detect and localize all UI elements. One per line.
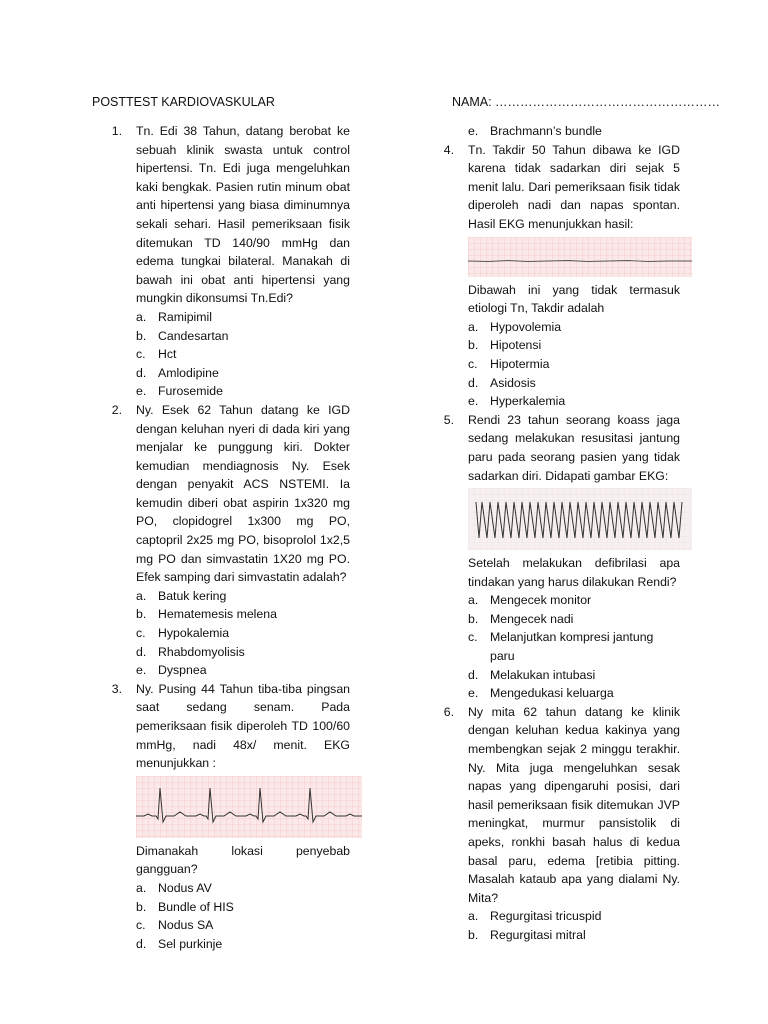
question-5 — [424, 411, 680, 703]
option-a[interactable]: a. Regurgitasi tricuspid — [468, 909, 602, 924]
question-number: 5. — [443, 412, 454, 427]
option-e[interactable]: e. Hyperkalemia — [468, 394, 566, 409]
ekg-strip-bradycardia — [136, 776, 362, 838]
option-a[interactable]: a. Mengecek monitor — [468, 593, 592, 608]
option-d[interactable]: d. Rhabdomyolisis — [136, 644, 245, 659]
question-text: Tn. Edi 38 Tahun, datang berobat ke sebuah klinik swasta untuk control hipertensi. Tn. Edi juga mengeluhkan kaki bengkak. Pasien rutin minum obat anti hipertensi yang biasa diminumnya sekali sehari. Hasil pemeriksaan fisik ditemukan TD 140/90 mmHg dan edema tungkai bilateral. Manakah di bawah ini obat anti hipertensi yang mungkin dikonsumsi Tn.Edi? — [136, 124, 350, 306]
option-d[interactable]: d. Melakukan intubasi — [468, 667, 596, 682]
question-4 — [424, 141, 680, 411]
question-text-after: Dibawah ini yang tidak termasuk etiologi Tn, Takdir adalah — [468, 282, 680, 316]
question-text-after: Dimanakah lokasi penyebab gangguan? — [136, 843, 350, 877]
option-e[interactable]: e. Furosemide — [136, 384, 223, 399]
question-number: 4. — [443, 142, 454, 157]
option-d[interactable]: d. Sel purkinje — [136, 936, 223, 951]
option-e[interactable]: e. Brachmann’s bundle — [468, 124, 602, 138]
question-text-after: Setelah melakukan defibrilasi apa tindakan yang harus dilakukan Rendi? — [468, 556, 680, 589]
option-c[interactable]: c. Hct — [136, 347, 177, 362]
option-a[interactable]: a. Ramipimil — [136, 309, 212, 324]
option-b[interactable]: b. Hipotensi — [468, 338, 542, 353]
option-b[interactable]: b. Candesartan — [136, 328, 229, 343]
option-list — [468, 907, 680, 944]
option-b[interactable]: b. Mengecek nadi — [468, 611, 574, 626]
ekg-strip-asystole — [468, 237, 692, 277]
question-text: Ny. Pusing 44 Tahun tiba-tiba pingsan saat sedang senam. Pada pemeriksaan fisik diperoleh TD 100/60 mmHg, nadi 48x/ menit. EKG menunjukkan : — [136, 681, 350, 771]
option-e[interactable]: e. Dyspnea — [136, 663, 207, 678]
option-e[interactable]: e. Mengedukasi keluarga — [468, 686, 614, 701]
page-title: POSTTEST KARDIOVASKULAR — [92, 95, 275, 109]
option-b[interactable]: b. Regurgitasi mitral — [468, 927, 586, 942]
option-list-continued — [424, 122, 680, 141]
option-d[interactable]: d. Amlodipine — [136, 365, 219, 380]
question-number: 6. — [443, 704, 454, 719]
question-1 — [92, 122, 350, 401]
option-c[interactable]: c. Melanjutkan kompresi jantung paru — [468, 630, 654, 664]
option-a[interactable]: a. Hypovolemia — [468, 319, 562, 334]
right-column — [424, 122, 680, 945]
option-b[interactable]: b. Bundle of HIS — [136, 899, 234, 914]
option-list — [468, 591, 680, 703]
option-a[interactable]: a. Batuk kering — [136, 588, 227, 603]
question-text: Tn. Takdir 50 Tahun dibawa ke IGD karena tidak sadarkan diri sejak 5 menit lalu. Dari pemeriksaan fisik tidak diperoleh nadi dan napas spontan. Hasil EKG menunjukkan hasil: — [468, 142, 680, 231]
question-number: 3. — [111, 681, 122, 696]
option-list — [136, 308, 350, 401]
option-a[interactable]: a. Nodus AV — [136, 880, 212, 895]
option-b[interactable]: b. Hematemesis melena — [136, 607, 277, 622]
option-list — [136, 879, 350, 953]
option-c[interactable]: c. Hipotermia — [468, 356, 550, 371]
question-text: Rendi 23 tahun seorang koass jaga sedang melakukan resusitasi jantung paru pada seorang pasien yang tidak sadarkan diri. Didapati gambar EKG: — [468, 412, 680, 483]
option-c[interactable]: c. Hypokalemia — [136, 626, 230, 641]
left-column — [92, 122, 350, 953]
question-number: 2. — [111, 402, 122, 417]
question-2 — [92, 401, 350, 680]
option-c[interactable]: c. Nodus SA — [136, 918, 214, 933]
question-3 — [92, 680, 350, 954]
question-number: 1. — [111, 124, 122, 138]
ekg-strip-vt — [468, 488, 692, 550]
option-list — [468, 318, 680, 411]
question-text: Ny. Esek 62 Tahun datang ke IGD dengan keluhan nyeri di dada kiri yang menjalar ke punggung kiri. Dokter kemudian mendiagnosis Ny. Esek dengan penyakit ACS NSTEMI. Ia kemudin diberi obat aspirin 1x320 mg PO, clopidogrel 1x300 mg PO, captopril 2x25 mg PO, bisoprolol 1x2,5 mg PO dan simvastatin 1X20 mg PO. Efek samping dari simvastatin adalah? — [136, 402, 350, 585]
name-field-label: NAMA: ……………………………………………… — [452, 95, 721, 109]
option-list — [136, 587, 350, 680]
option-d[interactable]: d. Asidosis — [468, 375, 536, 390]
question-text: Ny mita 62 tahun datang ke klinik dengan keluhan kedua kakinya yang membengkan sejak 2 minggu terakhir. Ny. Mita juga mengeluhkan sesak napas yang dipengaruhi posisi, dari hasil pemeriksaan fisik ditemukan JVP meningkat, murmur pansistolik di apeks, ronkhi basah halus di kedua basal paru, edema [retibia pitting. Masalah kataub apa yang dialami Ny. Mita? — [468, 704, 680, 905]
question-6 — [424, 703, 680, 945]
